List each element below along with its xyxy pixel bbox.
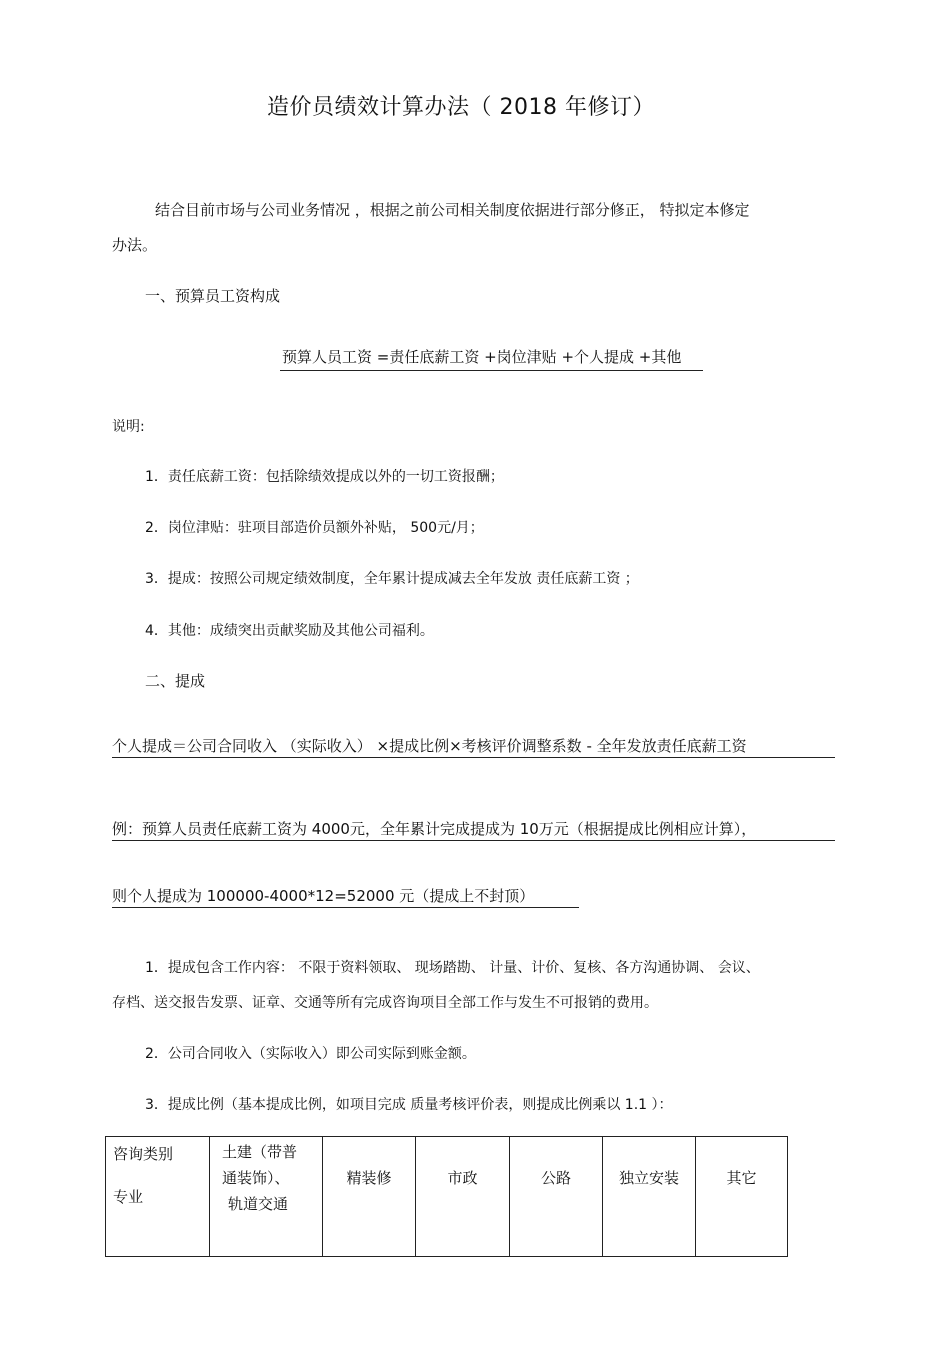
col-highway: 公路 <box>540 1169 571 1187</box>
note-label: 说明: <box>112 419 145 435</box>
table-cell <box>210 1137 323 1257</box>
table-cell <box>603 1137 696 1257</box>
commission-ratio-table <box>105 1136 788 1257</box>
paragraph-2: 2．公司合同收入（实际收入）即公司实际到账金额。 <box>145 1046 476 1062</box>
col1-line3: 轨道交通 <box>228 1195 289 1213</box>
example-line-1-underline <box>112 840 835 841</box>
table-cell <box>323 1137 416 1257</box>
salary-formula: 预算人员工资 =责任底薪工资 +岗位津贴 +个人提成 +其他 <box>282 348 682 366</box>
col-decoration: 精装修 <box>346 1169 392 1187</box>
section1-heading: 一、预算员工资构成 <box>145 287 281 305</box>
paragraph-1-line1: 1．提成包含工作内容： 不限于资料领取、 现场踏勘、 计量、计价、复核、各方沟通协调、 会议、 <box>145 960 760 976</box>
example-line-2-underline <box>112 907 579 908</box>
example-line-1: 例：预算人员责任底薪工资为 4000元，全年累计完成提成为 10万元（根据提成比例相应计算）， <box>112 820 757 838</box>
section2-heading: 二、提成 <box>145 672 206 690</box>
col1-line1: 土建（带普 <box>222 1143 298 1161</box>
note-item-2: 2．岗位津贴：驻项目部造价员额外补贴， 500元/月； <box>145 520 484 536</box>
table-cell <box>696 1137 788 1257</box>
table-row <box>106 1137 788 1257</box>
col1-line2: 通装饰）、 <box>222 1169 290 1187</box>
intro-paragraph-line2: 办法。 <box>112 236 158 254</box>
header-specialty-label: 专业 <box>113 1188 144 1206</box>
intro-paragraph-line1: 结合目前市场与公司业务情况 ，根据之前公司相关制度依据进行部分修正， 特拟定本修定 <box>155 201 750 219</box>
note-item-1: 1．责任底薪工资：包括除绩效提成以外的一切工资报酬； <box>145 469 504 485</box>
table-header-cell <box>106 1137 210 1257</box>
commission-formula: 个人提成＝公司合同收入 （实际收入） ×提成比例×考核评价调整系数 - 全年发放责任底薪工资 <box>112 737 747 755</box>
col-municipal: 市政 <box>447 1169 478 1187</box>
table-cell <box>416 1137 510 1257</box>
table-cell <box>510 1137 603 1257</box>
paragraph-3: 3．提成比例（基本提成比例，如项目完成 质量考核评价表，则提成比例乘以 1.1 ）： <box>145 1097 673 1113</box>
note-item-4: 4．其他：成绩突出贡献奖励及其他公司福利。 <box>145 623 434 639</box>
note-item-3: 3．提成：按照公司规定绩效制度，全年累计提成减去全年发放 责任底薪工资 ； <box>145 571 639 587</box>
example-line-2: 则个人提成为 100000-4000*12=52000 元（提成上不封顶） <box>112 887 535 905</box>
header-category-label: 咨询类别 <box>113 1145 174 1163</box>
col-other: 其它 <box>726 1169 757 1187</box>
page-title: 造价员绩效计算办法（ 2018 年修订） <box>267 95 655 120</box>
paragraph-1-line2: 存档、送交报告发票、证章、交通等所有完成咨询项目全部工作与发生不可报销的费用。 <box>112 995 658 1011</box>
salary-formula-underline <box>280 370 703 371</box>
commission-formula-underline <box>112 757 835 758</box>
col-installation: 独立安装 <box>618 1169 679 1187</box>
